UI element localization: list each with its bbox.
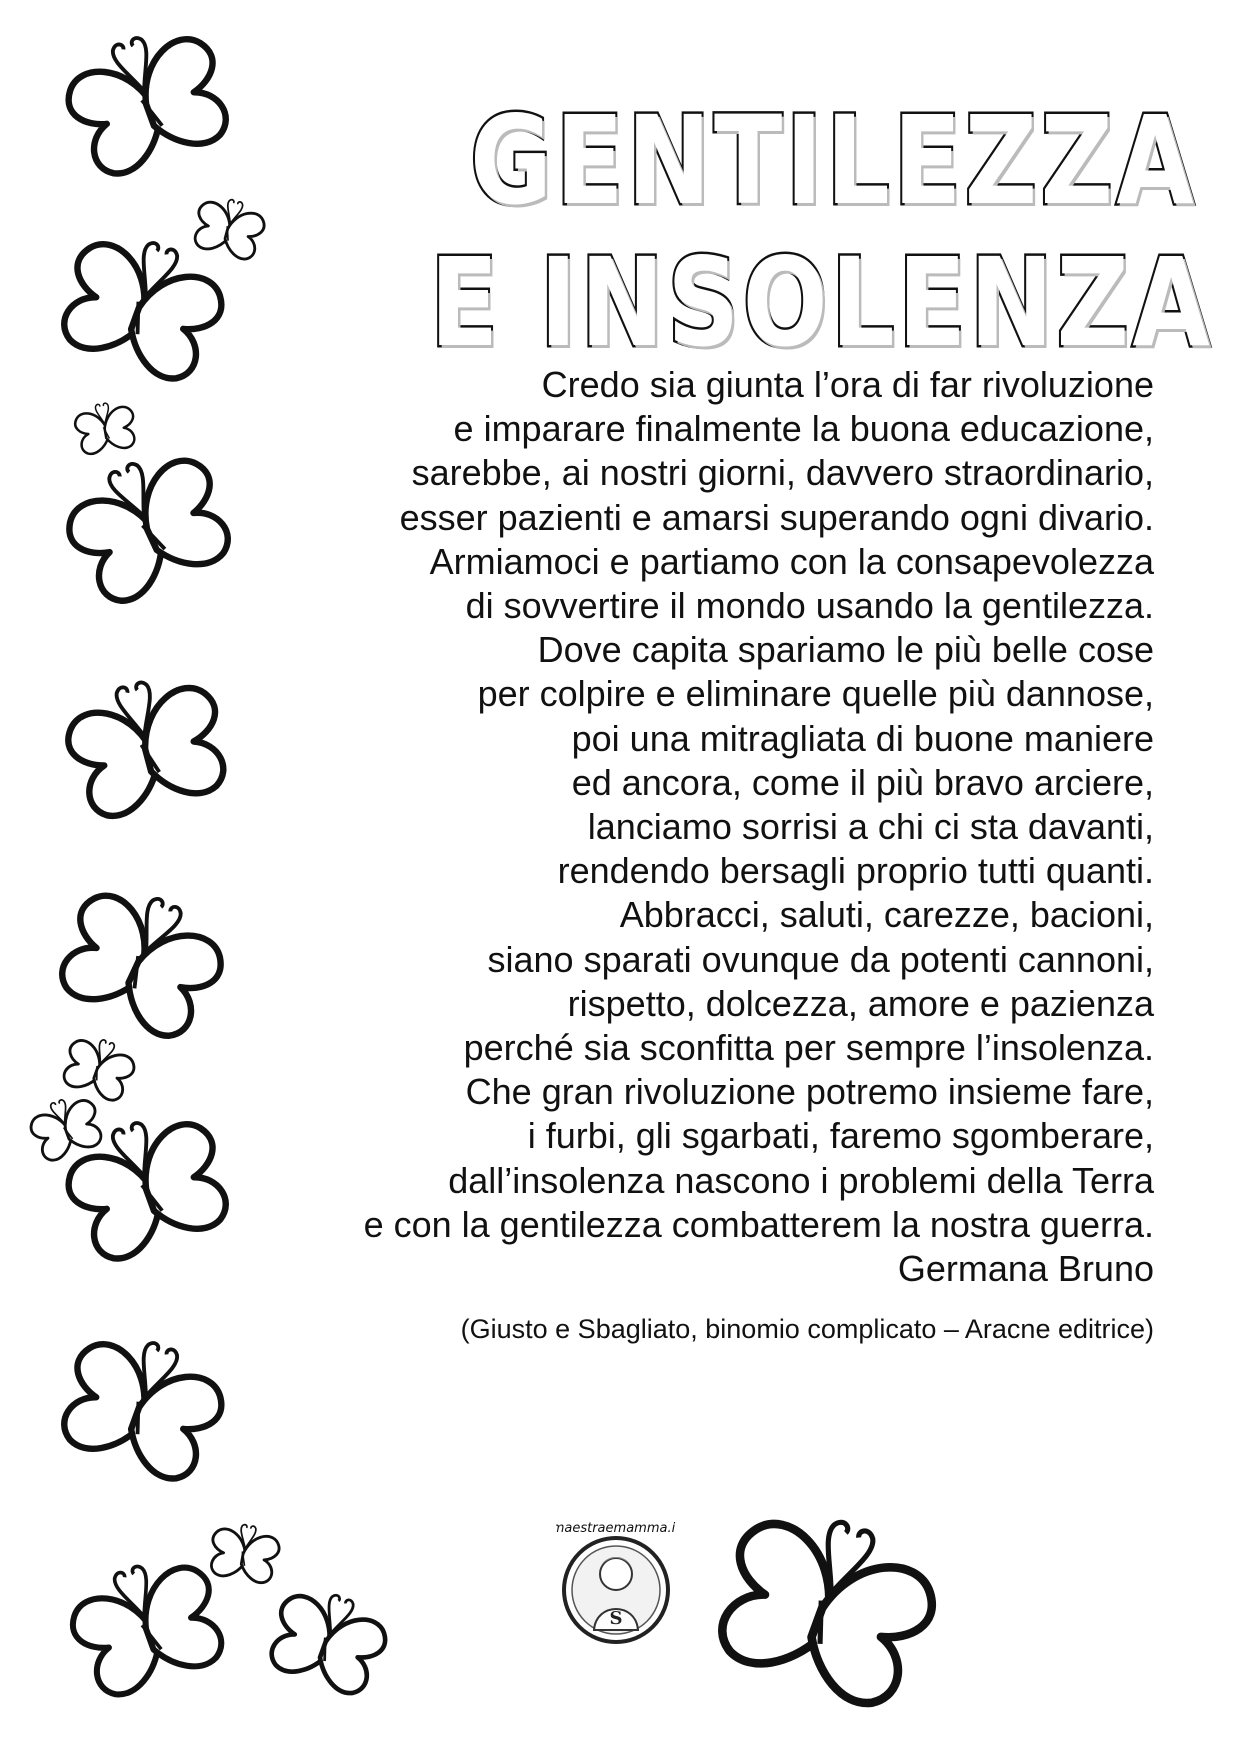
poem-source: (Giusto e Sbagliato, binomio complicato – Aracne editrice)	[460, 1314, 1154, 1345]
site-logo	[556, 1512, 676, 1672]
butterfly-icon	[55, 880, 235, 1040]
poem-line: ed ancora, come il più bravo arciere,	[571, 761, 1154, 803]
logo-text: maestraemamma.it	[556, 1521, 676, 1536]
poem-line: esser pazienti e amarsi superando ogni divario.	[399, 496, 1154, 538]
butterfly-icon	[55, 20, 235, 180]
poem-line: Credo sia giunta l’ora di far rivoluzione	[541, 364, 1154, 405]
poem-line: Dove capita spariamo le più belle cose	[537, 629, 1154, 671]
poem-line: Armiamoci e partiamo con la consapevolezza	[429, 540, 1154, 582]
poem-line: perché sia sconfitta per sempre l’insolenza.	[463, 1027, 1154, 1069]
poem-line: di sovvertire il mondo usando la gentilezza.	[465, 585, 1154, 627]
poem-line: per colpire e eliminare quelle più dannose,	[477, 673, 1154, 715]
poem-line: rendendo bersagli proprio tutti quanti.	[557, 850, 1154, 892]
poem-line: dall’insolenza nascono i problemi della Terra	[448, 1159, 1154, 1201]
butterfly-icon	[55, 1325, 235, 1485]
poem-line: poi una mitragliata di buone maniere	[571, 717, 1154, 759]
butterfly-icon	[710, 1500, 950, 1710]
poem-line: sarebbe, ai nostri giorni, davvero straordinario,	[411, 452, 1154, 494]
butterfly-icon	[205, 1515, 285, 1590]
poem-line: i furbi, gli sgarbati, faremo sgomberare,	[527, 1115, 1154, 1157]
poem-line: Abbracci, saluti, carezze, bacioni,	[619, 894, 1154, 936]
poem-line: siano sparati ovunque da potenti cannoni,	[487, 938, 1154, 980]
butterfly-icon	[55, 665, 235, 825]
poem-line: Che gran rivoluzione potremo insieme fare,	[465, 1071, 1154, 1113]
butterfly-icon	[55, 225, 235, 385]
poem-line: lanciamo sorrisi a chi ci sta davanti,	[587, 806, 1154, 848]
butterfly-icon	[265, 1580, 395, 1700]
poem-line: e con la gentilezza combatterem la nostra guerra.	[363, 1203, 1154, 1245]
poem-line: rispetto, dolcezza, amore e pazienza	[567, 982, 1154, 1024]
poem-body	[204, 363, 1154, 1349]
title-line-2: E INSOLENZA	[430, 232, 1214, 374]
poem-line: e imparare finalmente la buona educazione,	[453, 408, 1154, 450]
poem-author: Germana Bruno	[897, 1248, 1154, 1290]
logo-letter: S	[609, 1608, 623, 1629]
butterfly-icon	[55, 1105, 235, 1265]
title-line-1: GENTILEZZA	[470, 90, 1198, 232]
butterfly-icon	[55, 445, 235, 605]
